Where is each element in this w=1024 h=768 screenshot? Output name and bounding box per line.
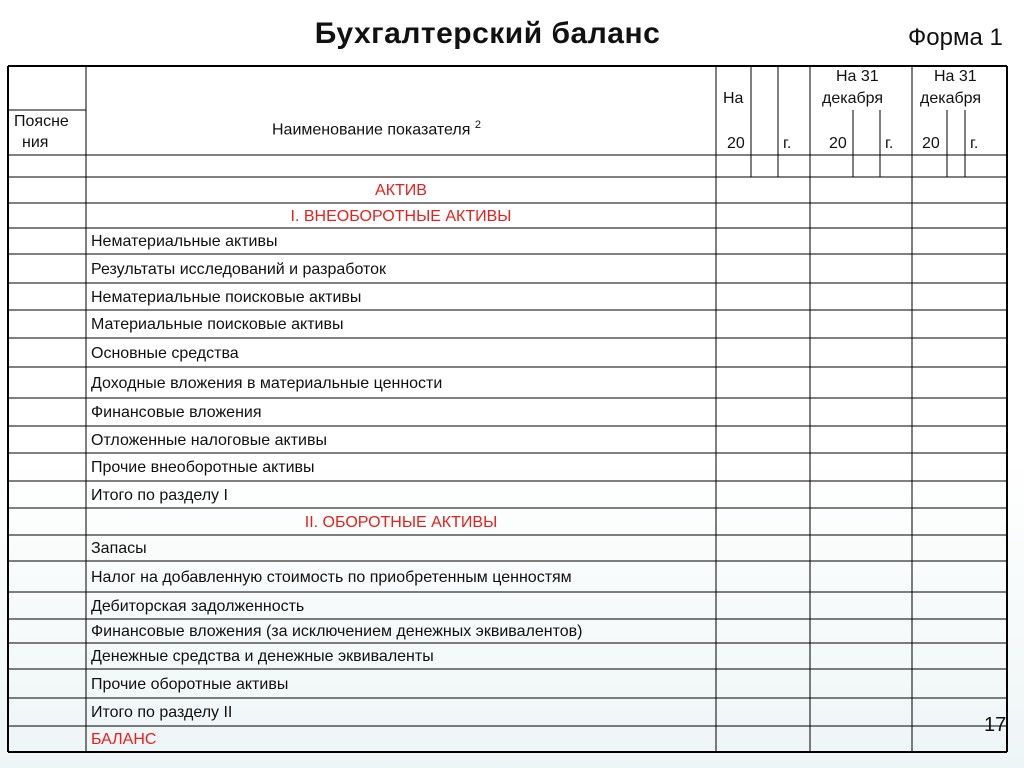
- header-col1-year: 20: [727, 135, 745, 152]
- page-number: 17: [984, 714, 1007, 736]
- header-col1-year-suffix: г.: [783, 135, 792, 152]
- row-label: Отложенные налоговые активы: [91, 431, 327, 449]
- row-label: Доходные вложения в материальные ценности: [91, 374, 443, 392]
- row-label: Итого по разделу I: [91, 486, 228, 504]
- row-label: Налог на добавленную стоимость по приобретенным ценностям: [91, 568, 572, 586]
- row-label: Прочие внеоборотные активы: [91, 459, 315, 476]
- section-heading: I. ВНЕОБОРОТНЫЕ АКТИВЫ: [290, 207, 512, 225]
- header-col2-year: 20: [829, 135, 847, 152]
- form-label: Форма 1: [908, 24, 1003, 51]
- header-col3-year-suffix: г.: [970, 135, 979, 152]
- footnote-ref: 2: [474, 119, 481, 131]
- row-label: Основные средства: [91, 344, 239, 362]
- header-indicator: [272, 116, 481, 139]
- header-col3-top-line2: декабря: [920, 90, 982, 107]
- row-label: Денежные средства и денежные эквиваленты: [91, 648, 434, 665]
- header-col3-year: 20: [922, 135, 940, 152]
- header-col2-top-line1: На 31: [836, 68, 879, 85]
- balance-total-label: БАЛАНС: [91, 731, 157, 748]
- row-label: Материальные поисковые активы: [91, 316, 344, 333]
- row-label: Результаты исследований и разработок: [91, 260, 387, 278]
- header-col1-top: На: [723, 90, 744, 107]
- header-col2-top-line2: декабря: [822, 90, 884, 107]
- row-label: Финансовые вложения (за исключением денежных эквивалентов): [91, 623, 583, 640]
- section-heading: АКТИВ: [375, 182, 427, 199]
- header-col3-top-line1: На 31: [934, 68, 977, 85]
- header-indicator-text: Наименование показателя: [272, 121, 471, 139]
- section-heading: II. ОБОРОТНЫЕ АКТИВЫ: [304, 513, 498, 531]
- header-explanations-line2: ния: [22, 134, 49, 151]
- header-col2-year-suffix: г.: [885, 135, 894, 152]
- row-label: Дебиторская задолженность: [91, 597, 305, 615]
- row-label: Нематериальные активы: [91, 233, 278, 250]
- row-label: Прочие оборотные активы: [91, 675, 289, 693]
- row-label: Итого по разделу II: [91, 704, 233, 721]
- header-explanations-line1: Поясне: [14, 113, 69, 130]
- row-label: Финансовые вложения: [91, 404, 262, 421]
- page-title: Бухгалтерский баланс: [314, 17, 661, 50]
- row-label: Нематериальные поисковые активы: [91, 288, 362, 306]
- row-label: Запасы: [91, 540, 147, 557]
